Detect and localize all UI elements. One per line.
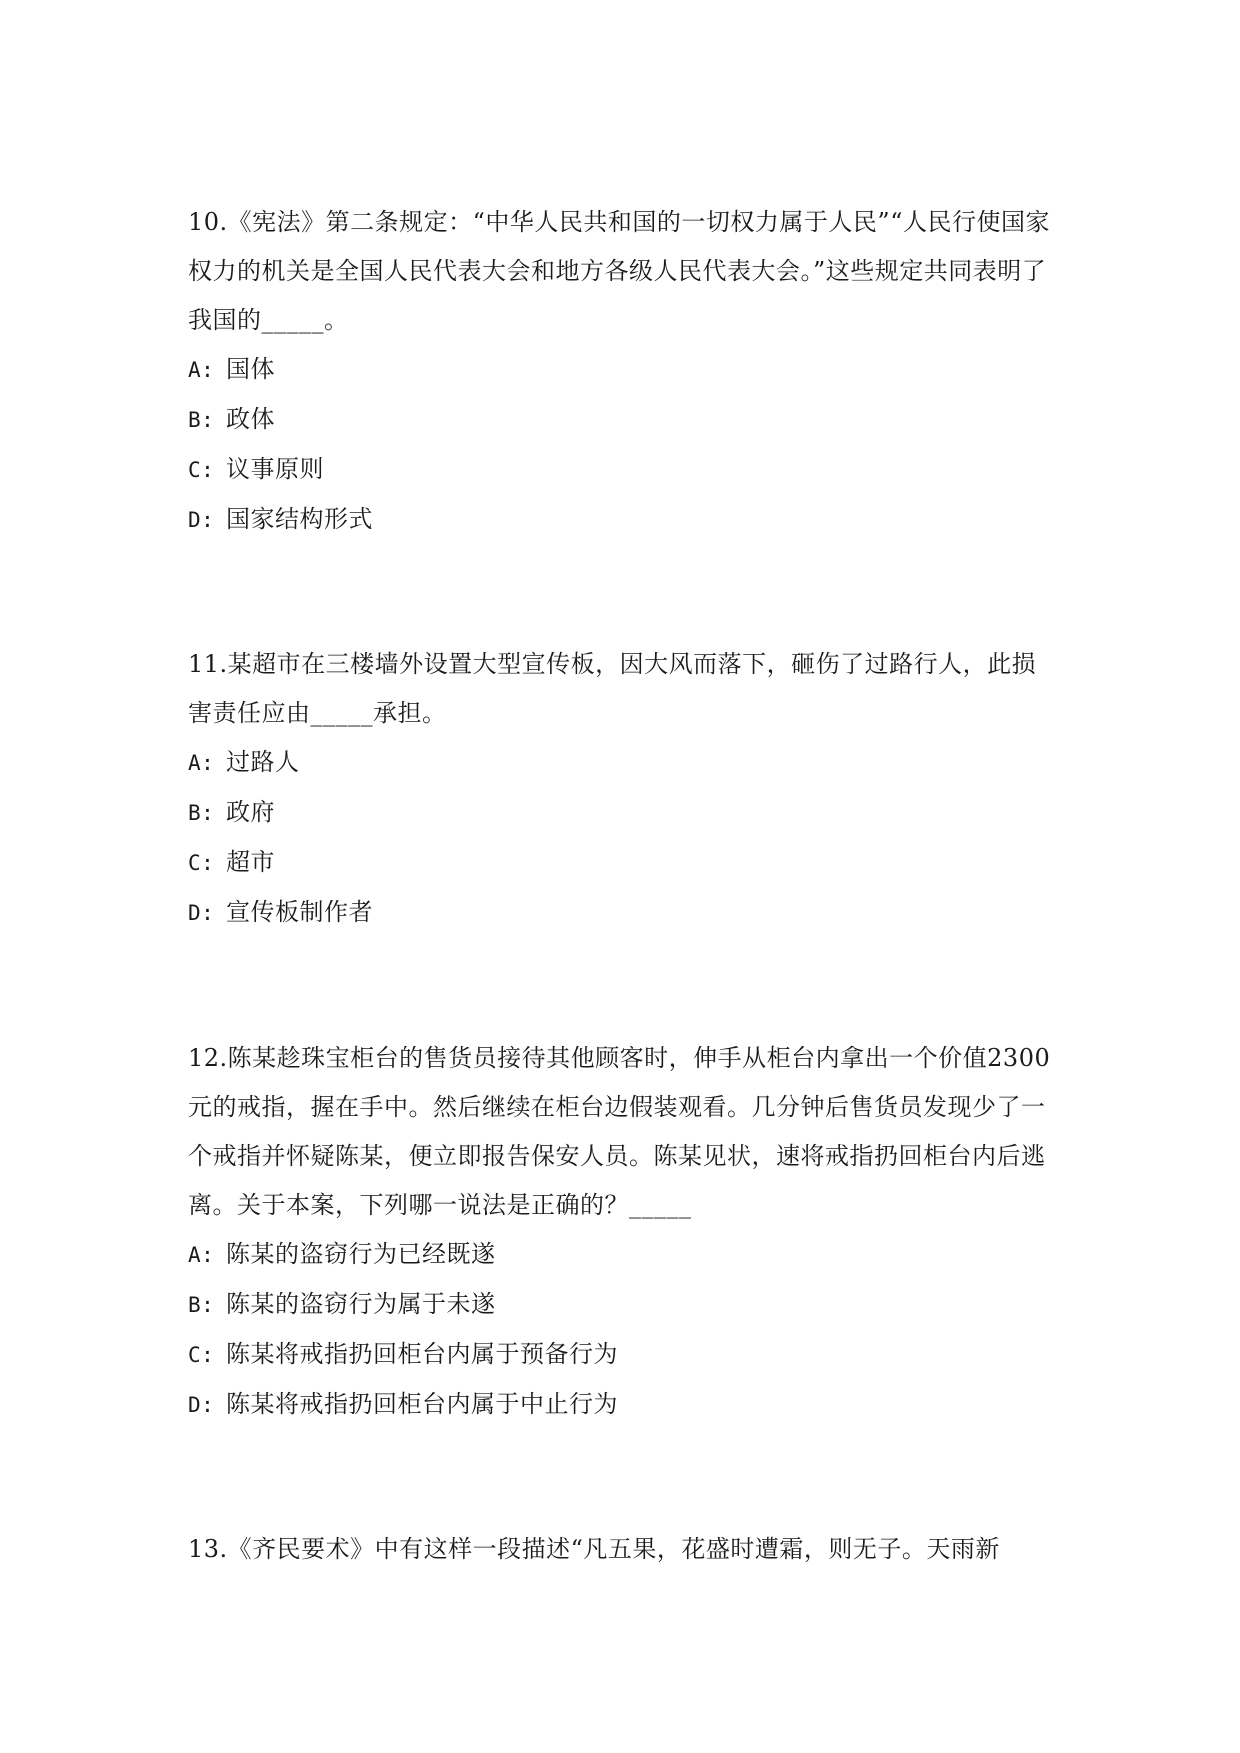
option-list [188,738,1058,938]
question-11 [188,640,1058,938]
option-text: 陈某将戒指扔回柜台内属于中止行为 [226,1390,618,1418]
option-text: 宣传板制作者 [226,898,373,926]
option-letter: C: [188,458,215,482]
option-d[interactable] [188,888,1058,938]
option-text: 政体 [226,405,275,433]
option-text: 陈某的盗窃行为属于未遂 [226,1290,496,1318]
question-13 [188,1525,1058,1574]
option-text: 政府 [226,798,275,826]
question-stem: 13.《齐民要术》中有这样一段描述“凡五果，花盛时遭霜，则无子。天雨新 [188,1535,1000,1563]
question-stem: 11.某超市在三楼墙外设置大型宣传板，因大风而落下，砸伤了过路行人，此损害责任应由_____承担。 [188,650,1037,727]
option-list [188,345,1058,545]
question-10 [188,198,1058,545]
option-b[interactable] [188,1280,1058,1330]
option-text: 陈某将戒指扔回柜台内属于预备行为 [226,1340,618,1368]
option-d[interactable] [188,495,1058,545]
option-d[interactable] [188,1380,1058,1430]
option-list [188,1230,1058,1430]
option-text: 超市 [226,848,275,876]
option-letter: A: [188,751,215,775]
option-c[interactable] [188,1330,1058,1380]
question-stem: 12.陈某趁珠宝柜台的售货员接待其他顾客时，伸手从柜台内拿出一个价值2300元的戒指，握在手中。然后继续在柜台边假装观看。几分钟后售货员发现少了一个戒指并怀疑陈某，便立即报告保安人员。陈某见状，速将戒指扔回柜台内后逃离。关于本案，下列哪一说法是正确的？_____ [188,1044,1051,1219]
option-letter: B: [188,1293,215,1317]
option-letter: D: [188,508,215,532]
option-letter: A: [188,1243,215,1267]
option-b[interactable] [188,395,1058,445]
option-text: 过路人 [226,748,300,776]
option-c[interactable] [188,838,1058,888]
option-a[interactable] [188,345,1058,395]
question-stem: 10.《宪法》第二条规定：“中华人民共和国的一切权力属于人民”“人民行使国家权力的机关是全国人民代表大会和地方各级人民代表大会。”这些规定共同表明了我国的_____。 [188,208,1050,334]
option-letter: D: [188,901,215,925]
option-c[interactable] [188,445,1058,495]
option-letter: B: [188,801,215,825]
option-letter: C: [188,1343,215,1367]
option-letter: A: [188,358,215,382]
option-text: 议事原则 [226,455,324,483]
option-letter: D: [188,1393,215,1417]
option-letter: C: [188,851,215,875]
option-text: 陈某的盗窃行为已经既遂 [226,1240,496,1268]
option-a[interactable] [188,738,1058,788]
option-text: 国体 [226,355,275,383]
question-12 [188,1034,1058,1430]
option-letter: B: [188,408,215,432]
option-text: 国家结构形式 [226,505,373,533]
option-a[interactable] [188,1230,1058,1280]
option-b[interactable] [188,788,1058,838]
